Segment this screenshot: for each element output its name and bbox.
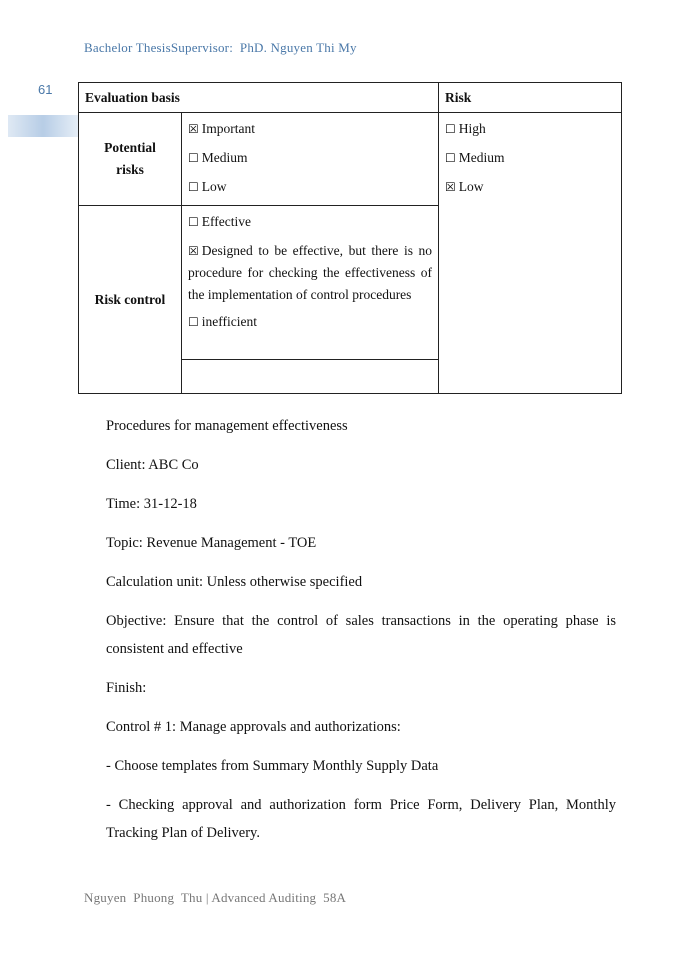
empty-box-icon: ☐ [188, 180, 199, 194]
option-medium[interactable] [188, 147, 432, 169]
option-label: Important [201, 121, 256, 136]
paragraph-checking-approval: - Checking approval and authorization form Price Form, Delivery Plan, Monthly Tracking Plan of Delivery. [106, 797, 616, 841]
option-effective[interactable] [188, 211, 432, 233]
option-label: High [458, 121, 486, 136]
option-label: Low [458, 179, 484, 194]
row-label-potential-risks [79, 113, 182, 206]
potential-label-line1: Potential [104, 140, 156, 155]
control-options-cell [182, 206, 439, 360]
paragraph-client: Client: ABC Co [106, 457, 199, 473]
checked-box-icon: ☒ [445, 180, 456, 194]
risk-option-high[interactable] [445, 118, 615, 140]
risk-option-medium[interactable] [445, 147, 615, 169]
empty-box-icon: ☐ [445, 151, 456, 165]
page-number: 61 [38, 82, 53, 97]
row-label-risk-control: Risk control [79, 206, 182, 394]
empty-box-icon: ☐ [445, 122, 456, 136]
paragraph-control-1: Control # 1: Manage approvals and authorizations: [106, 719, 401, 735]
potential-options-cell [182, 113, 439, 206]
paragraph-objective: Objective: Ensure that the control of sales transactions in the operating phase is consistent and effective [106, 613, 616, 657]
header-risk: Risk [439, 83, 622, 113]
option-label: inefficient [201, 314, 257, 329]
option-label: Designed to be effective, but there is no procedure for checking the effectiveness of the implementation of control procedures [188, 243, 433, 302]
option-label: Effective [201, 214, 251, 229]
page-tab-decoration [8, 115, 78, 137]
evaluation-table [78, 82, 622, 394]
paragraph-topic: Topic: Revenue Management - TOE [106, 535, 317, 551]
running-footer: Nguyen Phuong Thu | Advanced Auditing 58A [84, 890, 347, 905]
empty-box-icon: ☐ [188, 315, 199, 329]
option-label: Medium [201, 150, 248, 165]
option-label: Low [201, 179, 227, 194]
running-header: Bachelor ThesisSupervisor: PhD. Nguyen Thi My [84, 40, 357, 55]
option-low[interactable] [188, 176, 432, 198]
paragraph-calculation-unit: Calculation unit: Unless otherwise specified [106, 574, 363, 590]
risk-options-cell [439, 113, 622, 394]
paragraph-finish: Finish: [106, 680, 147, 696]
empty-box-icon: ☐ [188, 151, 199, 165]
checked-box-icon: ☒ [188, 122, 199, 136]
empty-cell [182, 360, 439, 394]
option-label: Medium [458, 150, 505, 165]
paragraph-choose-templates: - Choose templates from Summary Monthly Supply Data [106, 758, 439, 774]
header-evaluation-basis: Evaluation basis [79, 83, 439, 113]
option-important[interactable] [188, 118, 432, 140]
potential-label-line2: risks [116, 162, 144, 177]
checked-box-icon: ☒ [188, 244, 199, 258]
empty-box-icon: ☐ [188, 215, 199, 229]
paragraph-time: Time: 31-12-18 [106, 496, 197, 512]
paragraph-procedures: Procedures for management effectiveness [106, 418, 348, 434]
option-designed-effective[interactable] [188, 240, 432, 306]
option-inefficient[interactable] [188, 311, 432, 333]
body-text [106, 412, 616, 858]
risk-option-low[interactable] [445, 176, 615, 198]
